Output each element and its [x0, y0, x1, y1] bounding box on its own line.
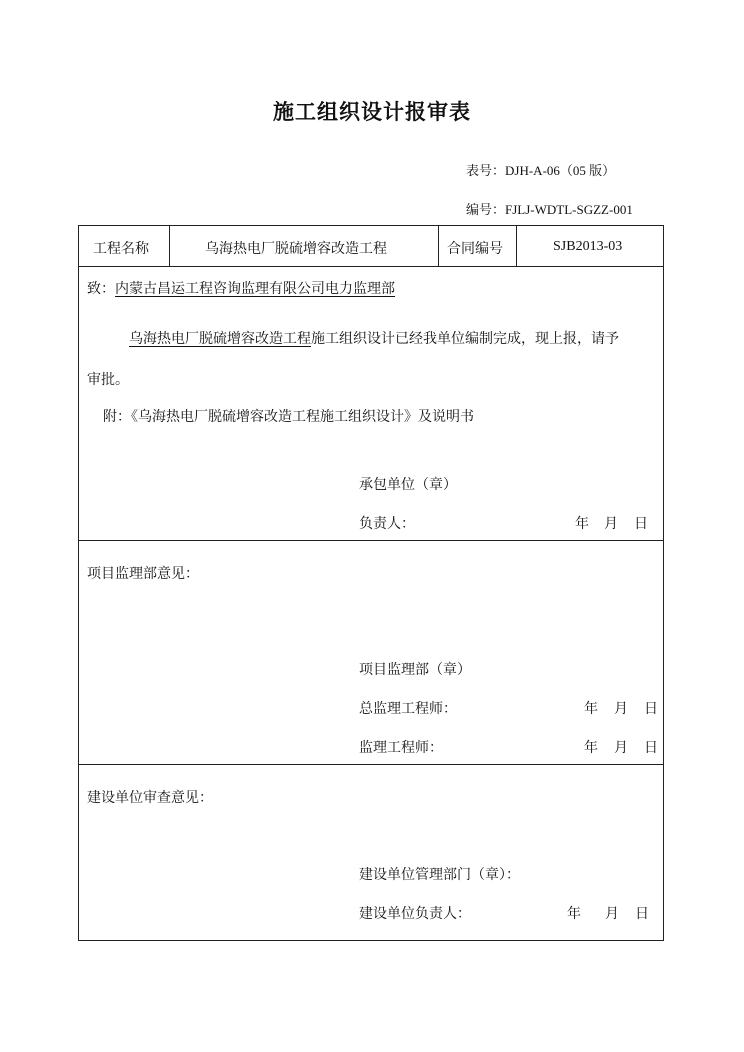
date-month: 月: [604, 516, 618, 532]
date-year: 年: [575, 516, 589, 532]
divider: [79, 764, 663, 765]
form-number-label: 表号：: [466, 164, 506, 179]
body-project-name: 乌海热电厂脱硫增容改造工程: [129, 331, 311, 347]
form-number-value: DJH-A-06（05 版）: [505, 163, 616, 178]
divider: [79, 540, 663, 541]
contractor-seal: 承包单位（章）: [359, 477, 457, 493]
divider: [516, 226, 517, 266]
supervision-seal: 项目监理部（章）: [359, 662, 471, 678]
recipient-line: [87, 278, 395, 298]
contractor-responsible-label: 负责人：: [359, 516, 415, 532]
divider: [438, 226, 439, 266]
date-year: 年: [567, 906, 581, 922]
recipient-name: 内蒙古昌运工程咨询监理有限公司电力监理部: [115, 281, 395, 297]
owner-responsible-label: 建设单位负责人：: [359, 906, 471, 922]
body-line-2: 审批。: [87, 372, 129, 388]
divider: [79, 266, 663, 267]
form-number: [466, 160, 615, 179]
date-day: 日: [644, 701, 658, 717]
date-day: 日: [635, 906, 649, 922]
supervision-opinion-label: 项目监理部意见：: [87, 566, 199, 582]
to-prefix: 致：: [87, 281, 115, 297]
serial-number: [466, 199, 633, 218]
owner-dept-seal: 建设单位管理部门（章）：: [359, 867, 520, 883]
body-line-1-rest: 施工组织设计已经我单位编制完成，现上报，请予: [311, 331, 619, 347]
project-name-label: 工程名称: [93, 241, 149, 257]
date-day: 日: [634, 516, 648, 532]
engineer-label: 监理工程师：: [359, 740, 443, 756]
serial-number-value: FJLJ-WDTL-SGZZ-001: [505, 202, 633, 217]
review-form-table: [78, 225, 664, 941]
contract-no-value: SJB2013-03: [553, 239, 623, 254]
date-year: 年: [584, 701, 598, 717]
date-day: 日: [644, 740, 658, 756]
page-title: 施工组织设计报审表: [273, 100, 471, 124]
divider: [169, 226, 170, 266]
contract-no-label: 合同编号: [447, 241, 503, 257]
serial-number-label: 编号：: [466, 203, 506, 218]
date-month: 月: [614, 740, 628, 756]
project-name-value: 乌海热电厂脱硫增容改造工程: [205, 241, 387, 257]
owner-opinion-label: 建设单位审查意见：: [87, 790, 213, 806]
attachment-line: 附：《乌海热电厂脱硫增容改造工程施工组织设计》及说明书: [103, 409, 474, 425]
date-month: 月: [605, 906, 619, 922]
date-year: 年: [584, 740, 598, 756]
date-month: 月: [614, 701, 628, 717]
chief-engineer-label: 总监理工程师：: [359, 701, 457, 717]
body-line-1: [129, 328, 619, 348]
